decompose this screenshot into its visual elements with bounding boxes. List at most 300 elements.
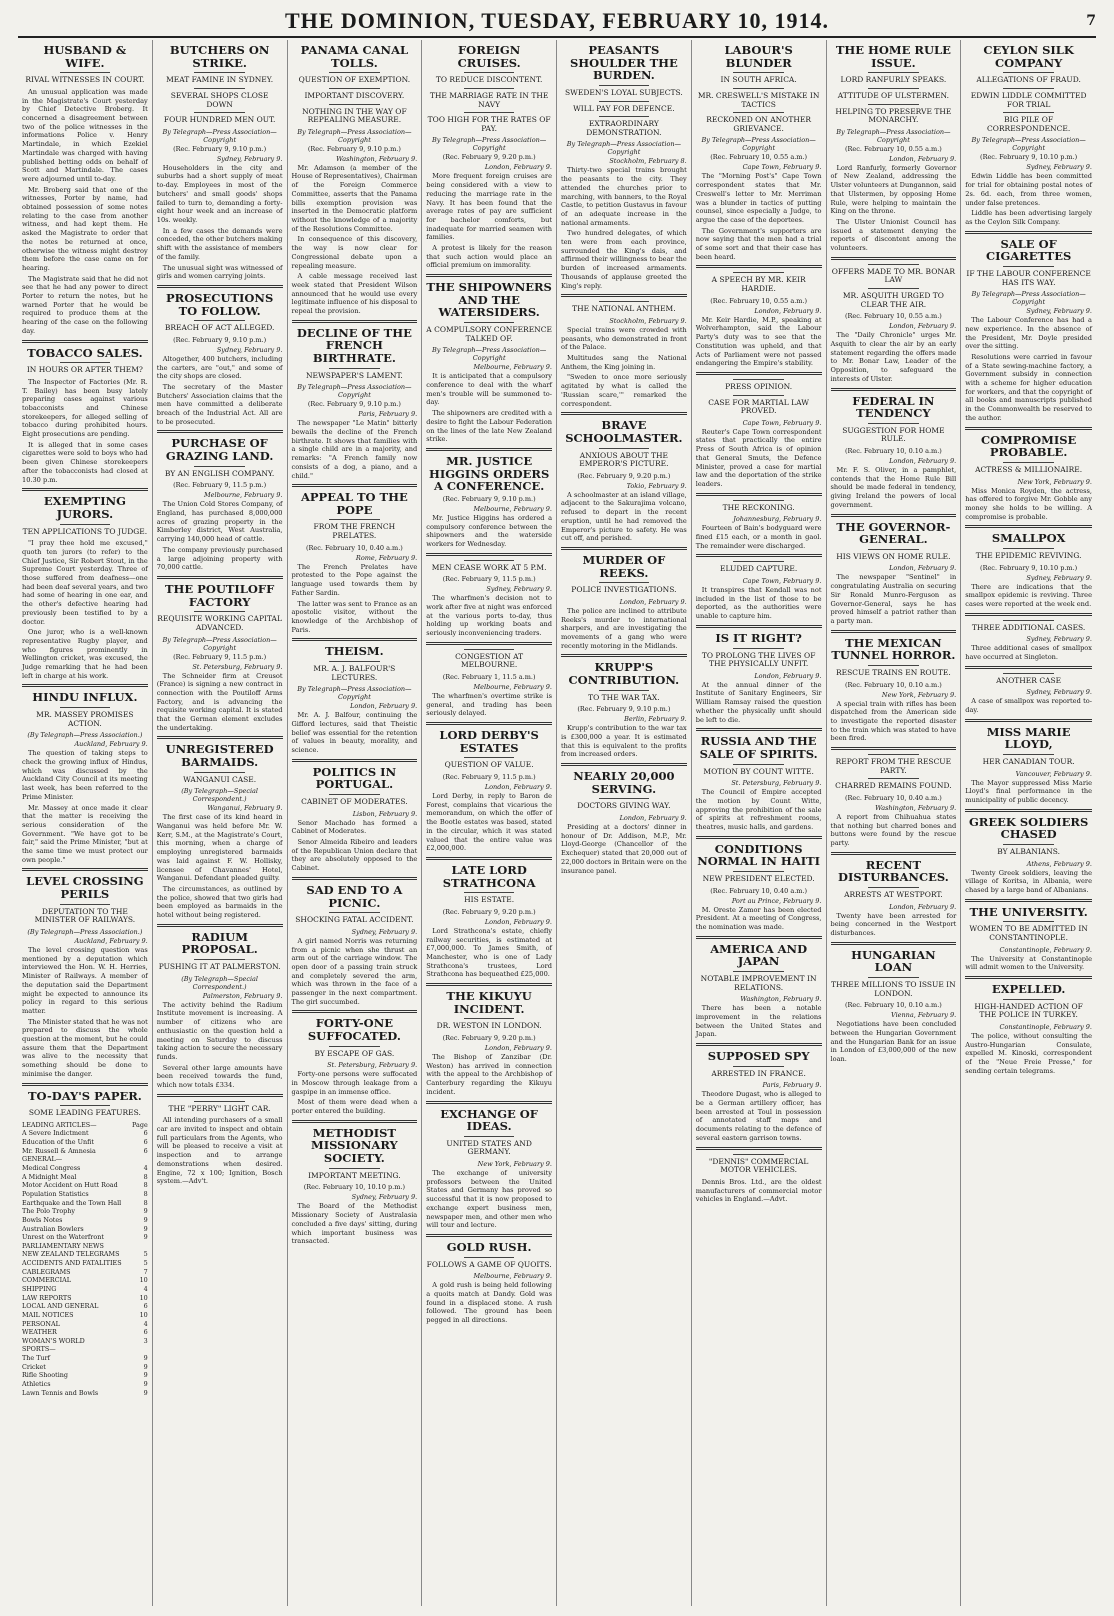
article-headline: HUNGARIAN LOAN — [851, 947, 936, 975]
article-dateline: London, February 9. — [889, 564, 957, 573]
article-dateline: Melbourne, February 9. — [473, 504, 552, 513]
column-7 — [827, 40, 962, 1606]
subhead-rule — [868, 72, 918, 73]
article-paragraph: The Magistrate said that he did not see that he had any power to direct Porter to return the notes, but he warned Porter that he would be required to produce them at the hearing of the case on the following day. — [22, 274, 148, 335]
contents-row — [22, 1311, 148, 1320]
article-dateline: Melbourne, February 9. — [473, 363, 552, 372]
article-dateline: Stockholm, February 8. — [609, 157, 687, 166]
article-divider — [831, 630, 957, 633]
article-headline: PEASANTS SHOULDER THE BURDEN. — [569, 43, 678, 83]
article-subhead: CHARRED REMAINS FOUND. — [835, 781, 952, 791]
article-subhead: MR. MASSEY PROMISES ACTION. — [36, 710, 134, 728]
article-headline: MR. JUSTICE HIGGINS ORDERS A CONFERENCE. — [428, 453, 550, 494]
article-paragraph: There has been a notable improvement in the relations between the United States and Japan. — [695, 1004, 822, 1039]
article-paragraph: M. Oreste Zamor has been elected President. At a meeting of Congress, the nomination was made. — [695, 905, 822, 932]
article-subhead: PRESS OPINION. — [725, 381, 793, 391]
article-headline: PURCHASE OF GRAZING LAND. — [165, 436, 274, 464]
article-subhead: NOTHING IN THE WAY OF REPEALING MEASURE. — [302, 106, 407, 125]
contents-row — [22, 1345, 148, 1354]
article-paragraph: A schoolmaster at an island village, adjacent to the Sakurajima volcano, refused to depart in the recent eruption, until he had removed the Emperor's picture to safety. He was cut off, and perished. — [561, 490, 687, 543]
article-divider — [426, 274, 552, 277]
article-paragraph: Senor Almeida Ribeiro and leaders of the Republican Union declare that they are absolutely opposed to the Cabinet. — [291, 838, 418, 873]
article-paragraph: Mr. Justice Higgins has ordered a compulsory conference between the shipowners and the waterside workers for Wednesday. — [426, 513, 552, 548]
article-headline: MURDER OF REEKS. — [582, 552, 666, 580]
article-divider — [157, 924, 283, 927]
article-credit: (By Telegraph—Special Correspondent.) — [181, 974, 259, 991]
article-divider — [292, 759, 418, 762]
article-dateline: Johannesburg, February 9. — [733, 515, 822, 524]
subhead-rule — [329, 661, 379, 662]
article-received: (Rec. February 9, 9.10 p.m.) — [173, 335, 267, 344]
article-subhead: QUESTION OF VALUE. — [444, 760, 534, 770]
article-divider — [696, 728, 822, 731]
subhead-rule — [599, 301, 649, 302]
subhead-rule — [464, 1018, 514, 1019]
article-dateline: London, February 9. — [484, 783, 552, 792]
article-divider — [965, 427, 1092, 430]
article-paragraph: It transpires that Kendall was not included in the list of those to be deported, as the authorities were unable to capture him. — [695, 586, 822, 621]
article-subhead: NEWSPAPER'S LAMENT. — [305, 370, 403, 380]
article-paragraph: A case of smallpox was reported to-day. — [965, 697, 1092, 715]
article — [831, 514, 957, 626]
article-paragraph: Miss Monica Royden, the actress, has offered to forgive Mr. Gobble any money she holds to be willing. A compromise is probable. — [965, 486, 1092, 521]
contents-label: LOCAL AND GENERAL — [22, 1302, 99, 1311]
article-paragraph: Mr. A. J. Balfour, continuing the Gifford lectures, said that Theistic belief was essential for the retention of values in beauty, morality, and science. — [291, 711, 418, 755]
article — [965, 976, 1092, 1075]
article — [426, 983, 552, 1096]
article-paragraph: The secretary of the Master Butchers' Association claims that the men have committed a deliberate breach of the Industrial Act. All are to be prosecuted. — [156, 382, 283, 426]
article-divider — [965, 976, 1092, 979]
contents-page: 9 — [143, 1354, 148, 1363]
article-dateline: London, February 9. — [754, 671, 822, 680]
article-paragraph: All intending purchasers of a small car are invited to inspect and obtain full particulars from the Agents, who will be pleased to receive a visit at inspection and to arrange demonstrations when desired. Engine, 72 x 100; Ignition, Bosch system.—Adv't. — [156, 1116, 283, 1186]
subhead-rule — [733, 112, 783, 113]
subhead-rule — [868, 778, 918, 779]
contents-page — [136, 1345, 148, 1354]
article-paragraph: The activity behind the Radium Institute movement is increasing. A number of citizens who are enthusiastic on the question held a meeting on Saturday to discuss taking action to secure the necessary funds. — [156, 1000, 283, 1061]
article — [157, 924, 283, 1090]
article-headline: METHODIST MISSIONARY SOCIETY. — [311, 1125, 398, 1166]
article-divider — [426, 448, 552, 451]
article-paragraph: The "Morning Post's" Cape Town correspondent states that Mr. Creswell's letter to Mr. Merriman was a blunder in tactics of putting counsel, since especially a Judge, to argue the case of the deportees. — [695, 172, 822, 224]
subhead-rule — [599, 448, 649, 449]
article-credit: By Telegraph—Press Association—Copyright — [971, 290, 1086, 307]
contents-label: Population Statistics — [22, 1189, 89, 1198]
contents-row — [22, 1302, 148, 1311]
article-headline: BRAVE SCHOOLMASTER. — [565, 418, 683, 445]
article-dateline: Cape Town, February 9. — [742, 163, 822, 172]
subhead-rule — [194, 611, 244, 612]
article — [831, 44, 957, 253]
article — [426, 1234, 552, 1325]
article-subhead: HIS ESTATE. — [464, 895, 515, 905]
article-paragraph: The circumstances, as outlined by the police, showed that two girls had been employed as barmaids in the hotel without being registered. — [156, 884, 283, 920]
article-subhead: A COMPULSORY CONFERENCE TALKED OF. — [426, 325, 552, 343]
article-received: (Rec. February 10, 0.40 a.m.) — [844, 794, 942, 802]
contents-label: Athletics — [22, 1380, 51, 1389]
article-dateline: London, February 9. — [484, 163, 552, 172]
article-paragraph: The newspaper "Sentinel" in congratulating Australia on securing Sir Ronald Munro-Ferguson as Governor-General, says he has proved himself a patriot rather than a party man. — [830, 573, 957, 625]
article-dateline: Berlin, February 9. — [624, 715, 687, 724]
article-headline: BUTCHERS ON STRIKE. — [169, 43, 270, 70]
column-8 — [961, 40, 1096, 1606]
article-subhead: UNITED STATES AND GERMANY. — [446, 1138, 532, 1157]
article-divider — [22, 1083, 148, 1086]
article-divider — [965, 231, 1092, 234]
article — [831, 747, 957, 848]
article-subhead: FOLLOWS A GAME OF QUOITS. — [426, 1259, 552, 1269]
article-subhead: TO REDUCE DISCONTENT. — [435, 75, 543, 85]
article-paragraph: It is alleged that in some cases cigarettes were sold to boys who had been given Chinese storekeepers after the tobacconists had closed at 10.30 p.m. — [22, 440, 148, 484]
article-received: (Rec. February 9, 9.20 p.m.) — [442, 153, 536, 162]
contents-row — [22, 1233, 148, 1242]
subhead-rule — [1003, 673, 1054, 674]
subhead-rule — [868, 423, 918, 424]
article-dateline: Auckland, February 9. — [74, 937, 148, 946]
article-received: (Rec. February 9, 9.10 p.m.) — [173, 144, 267, 153]
article-credit: By Telegraph—Press Association—Copyright — [701, 136, 816, 153]
article-divider — [965, 809, 1092, 812]
newspaper-columns — [18, 40, 1096, 1606]
article-divider — [292, 638, 418, 641]
subhead-rule — [868, 887, 918, 888]
article-subhead: CONGESTION AT MELBOURNE. — [455, 651, 524, 670]
article-paragraph: Lord Strathcona's estate, chiefly railway securities, is estimated at £7,000,000. To James Smith, of Manchester, who is one of Lady Strathcona's trustees, Lord Strathcona has bequeathed £25,000. — [426, 926, 552, 979]
article-subhead: WILL PAY FOR DEFENCE. — [573, 103, 675, 113]
article-headline: PANAMA CANAL TOLLS. — [300, 43, 409, 70]
article-credit: By Telegraph—Press Association—Copyright — [162, 127, 277, 144]
article-subhead: ANOTHER CASE — [996, 675, 1062, 685]
article-paragraph: The Ulster Unionist Council has issued a statement denying the reports of discontent among the volunteers. — [830, 218, 957, 253]
subhead-rule — [733, 764, 783, 765]
subhead-rule — [464, 88, 514, 89]
article-paragraph: The shipowners are credited with a desire to fight the Labour Federation on the lines of the late New Zealand strike. — [426, 409, 552, 444]
article-dateline: St. Petersburg, February 9. — [327, 1061, 418, 1070]
article-subhead: WANGANUI CASE. — [183, 774, 257, 784]
article-dateline: New York, February 9. — [881, 690, 957, 699]
article-headline: CEYLON SILK COMPANY — [983, 43, 1074, 70]
article-subhead: HIGH-HANDED ACTION OF THE POLICE IN TURKEY. — [974, 1001, 1083, 1020]
article-divider — [157, 1094, 283, 1097]
article — [22, 1083, 148, 1398]
article-dateline: Lisbon, February 9. — [352, 809, 418, 818]
article-subhead: MR. CRESWELL'S MISTAKE IN TACTICS — [697, 90, 820, 109]
article-subhead: THE NATIONAL ANTHEM. — [572, 304, 676, 314]
contents-label: ACCIDENTS AND FATALITIES — [22, 1259, 122, 1268]
article-paragraph: The Board of the Methodist Missionary Society of Australasia concluded a five days' sitting, during which important business was transacted. — [291, 1202, 418, 1246]
article-divider — [561, 412, 687, 415]
article-headline: SALE OF CIGARETTES — [985, 236, 1072, 264]
article — [561, 412, 687, 543]
subhead-rule — [329, 519, 379, 520]
subhead-rule — [194, 772, 244, 773]
article-received: (Rec. February 9, 9.20 p.m.) — [442, 1034, 536, 1043]
article-paragraph: Mr. Massey at once made it clear that the matter is receiving the serious consideration of the Government. "We have got to be fair," said the Prime Minister, "but at the same time we must protect our own people." — [22, 803, 148, 864]
article-subhead: IN SOUTH AFRICA. — [720, 75, 797, 85]
article-dateline: Vancouver, February 9. — [1015, 769, 1092, 778]
contents-page: 3 — [143, 1336, 148, 1345]
article-dateline: Auckland, February 9. — [74, 740, 148, 749]
contents-label: NEW ZEALAND TELEGRAMS — [22, 1250, 120, 1259]
article-divider — [696, 625, 822, 628]
article-subhead: RECKONED ON ANOTHER GRIEVANCE. — [706, 115, 811, 133]
article-subhead: TEN APPLICATIONS TO JUDGE. — [22, 526, 148, 536]
contents-list — [22, 1121, 148, 1398]
article-received: (Rec. February 10, 0.55 a.m.) — [844, 144, 942, 153]
article — [561, 44, 687, 290]
article-subhead: MR. ASQUITH URGED TO CLEAR THE AIR. — [842, 291, 944, 309]
contents-label: SHIPPING — [22, 1285, 57, 1293]
article-subhead: NEW PRESIDENT ELECTED. — [702, 873, 815, 883]
article-headline: APPEAL TO THE POPE — [300, 490, 408, 517]
article-received: (Rec. February 9, 9.10 p.m.) — [307, 144, 401, 153]
article-dateline: Cape Town, February 9. — [742, 418, 822, 427]
article-paragraph: Lord Ranfurly, formerly Governor of New Zealand, addressing the Ulster volunteers at Dungannon, said that Ulstermen, by opposing Home Rule, were helping to maintain the King on the throne. — [830, 163, 957, 216]
article-subhead: RESCUE TRAINS EN ROUTE. — [836, 667, 951, 677]
article-paragraph: A report from Chihuahua states that nothing but charred bones and buttons were found by the rescue party. — [830, 813, 957, 848]
contents-row — [22, 1129, 148, 1138]
article-divider — [696, 1147, 822, 1150]
article-received: (Rec. February 9, 9.20 p.m.) — [577, 471, 671, 480]
article-headline: LEVEL CROSSING PERILS — [26, 874, 144, 902]
article-dateline: Sydney, February 9. — [1026, 163, 1092, 172]
article-divider — [696, 836, 822, 839]
subhead-rule — [60, 707, 110, 708]
article-dateline: Vienna, February 9. — [890, 1011, 957, 1020]
page-number: 7 — [1086, 13, 1096, 29]
article-subhead: DOCTORS GIVING WAY. — [577, 801, 671, 811]
subhead-rule — [599, 798, 649, 799]
article-subhead: ARRESTED IN FRANCE. — [711, 1068, 806, 1078]
contents-label: Earthquake and the Town Hall — [22, 1198, 122, 1207]
article — [696, 493, 822, 551]
article-dateline: Sydney, February 9. — [1026, 688, 1092, 697]
article-subhead: REPORT FROM THE RESCUE PARTY. — [835, 757, 952, 775]
article-subhead: THE "PERRY" LIGHT CAR. — [168, 1103, 271, 1113]
article-divider — [292, 320, 418, 323]
article-paragraph: A special train with rifles has been dispatched from the American side to investigate the reported disaster to the train which was stated to have been fired. — [830, 699, 957, 743]
subhead-rule — [599, 690, 649, 691]
contents-label: A Severe Indictment — [22, 1129, 89, 1138]
article-paragraph: Three additional cases of smallpox have occurred at Singleton. — [965, 644, 1092, 662]
article — [426, 722, 552, 853]
article-headline: RADIUM PROPOSAL. — [181, 929, 258, 957]
article-dateline: Sydney, February 9. — [1026, 573, 1092, 582]
contents-page: 9 — [143, 1233, 148, 1242]
column-3 — [288, 40, 423, 1606]
subhead-rule — [733, 1066, 783, 1067]
article — [696, 44, 822, 261]
subhead-rule — [464, 112, 514, 113]
subhead-rule — [599, 85, 649, 86]
article-subhead: PUSHING IT AT PALMERSTON. — [158, 962, 281, 972]
article-paragraph: Krupp's contribution to the war tax is £300,000 a year. It is estimated that this is equivalent to the profits from increased orders. — [561, 724, 687, 759]
contents-row — [22, 1328, 148, 1337]
article-divider — [831, 257, 957, 260]
article-paragraph: Resolutions were carried in favour of a State sewing-machine factory, a Government subsidy in connection with a scheme for higher education for workers, and that the copyright of all books and manuscripts published in the Commonwealth be reserved to the author. — [965, 352, 1092, 422]
contents-row — [22, 1354, 148, 1363]
subhead-rule — [1003, 844, 1054, 845]
article-paragraph: The Union Cold Stores Company, of England, has purchased 8,000,000 acres of grazing property in the Kimberley district, West Australia, carrying 140,000 head of cattle. — [156, 500, 283, 544]
contents-page: Page — [132, 1120, 148, 1129]
article-paragraph: Thirty-two special trains brought the peasants to the city. They attended the churches prior to marching, with banners, to the Royal Castle, to petition Gustavus in favour of an adequate increase in the national armaments. — [561, 166, 687, 227]
subhead-rule — [329, 88, 379, 89]
article-subhead: ACTRESS & MILLIONAIRE. — [975, 464, 1083, 474]
subhead-rule — [194, 112, 244, 113]
subhead-rule — [868, 977, 918, 978]
article-paragraph: Theodore Dugast, who is alleged to be a German artillery officer, has been arrested at Toul in possession of annotated staff maps and documents relating to the defence of several eastern garrison towns. — [695, 1090, 822, 1142]
article-headline: MISS MARIE LLOYD, — [986, 724, 1071, 752]
contents-row — [22, 1225, 148, 1234]
article-dateline: Cape Town, February 9. — [742, 577, 822, 586]
article — [561, 654, 687, 759]
article-headline: FORTY-ONE SUFFOCATED. — [307, 1016, 401, 1044]
subhead-rule — [464, 757, 514, 758]
article-paragraph: The Labour Conference has had a new experience. In the absence of the President, Mr. Doyle presided over the sitting. — [965, 316, 1092, 351]
article-dateline: London, February 9. — [484, 917, 552, 926]
column-5 — [557, 40, 692, 1606]
article-paragraph: Two hundred delegates, of which ten were from each province, surrounded the King's dais, and affirmed their willingness to bear the burden of increased armaments. Thousands of applause greeted the King's reply. — [561, 229, 687, 290]
article-paragraph: The wharfmen's overtime strike is general, and trading has been seriously delayed. — [426, 692, 552, 718]
article-subhead: EDWIN LIDDLE COMMITTED FOR TRIAL — [970, 90, 1087, 109]
article-headline: DECLINE OF THE FRENCH BIRTHRATE. — [296, 325, 412, 366]
contents-page: 4 — [143, 1285, 148, 1293]
article-dateline: New York, February 9. — [477, 1160, 552, 1169]
article-divider — [426, 553, 552, 556]
article-subhead: QUESTION OF EXEMPTION. — [298, 75, 411, 85]
article — [22, 684, 148, 864]
article-divider — [292, 484, 418, 487]
subhead-rule — [60, 72, 110, 73]
article-divider — [561, 654, 687, 657]
contents-label: LAW REPORTS — [22, 1293, 72, 1302]
article-paragraph: A protest is likely for the reason that such action would place an official premium on immorality. — [426, 244, 552, 270]
article-divider — [831, 747, 957, 750]
column-6 — [692, 40, 827, 1606]
article-headline: THE UNIVERSITY. — [969, 904, 1088, 919]
subhead-rule — [733, 272, 783, 273]
article-divider — [696, 1043, 822, 1046]
contents-page: 6 — [143, 1302, 148, 1311]
contents-label: The Turf — [22, 1354, 50, 1363]
subhead-rule — [329, 794, 379, 795]
article-subhead: SWEDEN'S LOYAL SUBJECTS. — [565, 87, 683, 97]
article-paragraph: The latter was sent to France as an apostolic visitor, without the knowledge of the Archbishop of Paris. — [291, 599, 418, 634]
contents-label: Bowls Notes — [22, 1215, 63, 1224]
subhead-rule — [464, 1136, 514, 1137]
subhead-rule — [1003, 112, 1054, 113]
masthead-title: THE DOMINION, TUESDAY, FEBRUARY 10, 1914. — [284, 8, 830, 33]
subhead-rule — [194, 320, 244, 321]
article-divider — [965, 719, 1092, 722]
contents-label: Rifle Shooting — [22, 1371, 68, 1380]
article-dateline: Sydney, February 9. — [1026, 635, 1092, 644]
article — [696, 728, 822, 831]
article-received: (Rec. February 9, 9.20 p.m.) — [442, 907, 536, 916]
article-paragraph: Presiding at a doctors' dinner in honour of Dr. Addison, M.P., Mr. Lloyd-George (Chancellor of the Exchequer) stated that 20,000 out of 22,000 doctors in Britain were on the insurance panel. — [561, 823, 687, 875]
article-divider — [22, 488, 148, 491]
article-subhead: LORD RANFURLY SPEAKS. — [840, 75, 947, 85]
article-headline: FOREIGN CRUISES. — [457, 43, 521, 70]
contents-page: 9 — [143, 1215, 148, 1224]
article-subhead: MEAT FAMINE IN SYDNEY. — [166, 75, 274, 85]
contents-row — [22, 1216, 148, 1225]
article-subhead: SUGGESTION FOR HOME RULE. — [842, 425, 945, 444]
article-headline: LABOUR'S BLUNDER — [724, 43, 793, 70]
contents-row — [22, 1320, 148, 1329]
article — [696, 554, 822, 620]
article-paragraph: Mr. Keir Hardie, M.P., speaking at Wolverhampton, said the Labour Party's duty was to see that the Constitution was upheld, and that Acts of Parliament were not passed endangering the Empire's stability. — [695, 315, 822, 368]
article-dateline: Constantinople, February 9. — [999, 1022, 1092, 1031]
contents-row — [22, 1389, 148, 1398]
article-headline: AMERICA AND JAPAN — [710, 941, 808, 969]
article-paragraph: The Schneider firm at Creusot (France) is signing a new contract in connection with the Poutiloff Arms Factory, and is advancing the requisite working capital. It is stated that the German element excludes the undertaking. — [156, 671, 283, 732]
article-subhead: THE RECKONING. — [722, 502, 795, 512]
contents-page: 4 — [143, 1319, 148, 1328]
article-subhead: BIG PILE OF CORRESPONDENCE. — [987, 115, 1071, 133]
article-subhead: IN HOURS OR AFTER THEM? — [26, 365, 143, 375]
article-subhead: CABINET OF MODERATES. — [301, 797, 408, 807]
subhead-rule — [60, 1105, 110, 1106]
article-dateline: Sydney, February 9. — [486, 585, 552, 594]
article-divider — [157, 736, 283, 739]
subhead-rule — [464, 649, 514, 650]
article-headline: COMPROMISE PROBABLE. — [980, 432, 1077, 460]
contents-row — [22, 1147, 148, 1156]
article-paragraph: A gold rush is being held following a quoits match at Dandy. Gold was found in a displaced stone. A rush followed. The ground has been pegged in all directions. — [426, 1281, 552, 1325]
article-headline: LORD DERBY'S ESTATES — [439, 728, 539, 755]
article — [426, 44, 552, 270]
article-subhead: SOME LEADING FEATURES. — [28, 1108, 141, 1118]
article-subhead: FOUR HUNDRED MEN OUT. — [163, 115, 276, 125]
article-dateline: London, February 9. — [889, 902, 957, 911]
subhead-rule — [1003, 754, 1054, 755]
article-divider — [561, 763, 687, 766]
article-paragraph: Several other large amounts have been received towards the fund, which now totals £334. — [156, 1063, 283, 1090]
article-paragraph: The newspaper "Le Matin" bitterly bewails the decline of the French birthrate. It shows that families with a single child are in a majority, and remarks: "A French family now consists of a dog, a piano, and a child." — [291, 419, 418, 480]
article — [426, 1101, 552, 1230]
article — [965, 427, 1092, 522]
article — [157, 736, 283, 919]
article-headline: EXCHANGE OF IDEAS. — [440, 1106, 538, 1134]
subhead-rule — [1003, 548, 1054, 549]
contents-row — [22, 1155, 148, 1164]
article-subhead: THREE ADDITIONAL CASES. — [971, 622, 1086, 632]
article-paragraph: More frequent foreign cruises are being considered with a view to reducing the marriage rate in the Navy. It has been found that the average rates of pay are sufficient for bachelor comforts, but inadequate for married seamen with families. — [426, 172, 552, 242]
article-paragraph: The "Daily Chronicle" urges Mr. Asquith to clear the air by an early statement regarding the offers made to Mr. Bonar Law, Leader of the Opposition, to safeguard the interests of Ulster. — [830, 331, 957, 383]
article-paragraph: Dennis Bros. Ltd., are the oldest manufacturers of commercial motor vehicles in England.—Advt. — [695, 1177, 822, 1204]
article-paragraph: The University at Constantinople will admit women to the University. — [965, 954, 1092, 972]
subhead-rule — [733, 561, 783, 562]
subhead-rule — [733, 971, 783, 972]
article-dateline: Palmerston, February 9. — [202, 991, 283, 1000]
subhead-rule — [733, 1154, 783, 1155]
article — [965, 613, 1092, 662]
article-paragraph: In a few cases the demands were conceded, the other butchers making shift with the assistance of members of the family. — [156, 226, 283, 261]
article-dateline: Melbourne, February 9. — [204, 491, 283, 500]
article-divider — [426, 722, 552, 725]
article-paragraph: A girl named Norris was returning from a picnic when she thrust an arm out of the carriage window. The open door of a passing train struck and completely severed the arm, which was thrown in the face of a passenger in the next compartment. The girl succumbed. — [291, 936, 418, 1006]
contents-label: CABLEGRAMS — [22, 1267, 71, 1276]
article-paragraph: Liddle has been advertising largely as the Ceylon Silk Company. — [965, 209, 1092, 226]
subhead-rule — [194, 1101, 244, 1102]
article-divider — [157, 576, 283, 579]
article-divider — [292, 1010, 418, 1013]
article-received: (Rec. February 1, 11.5 a.m.) — [442, 673, 536, 682]
article-subhead: ELUDED CAPTURE. — [719, 564, 798, 574]
article-headline: HINDU INFLUX. — [32, 690, 138, 705]
contents-row — [22, 1294, 148, 1303]
